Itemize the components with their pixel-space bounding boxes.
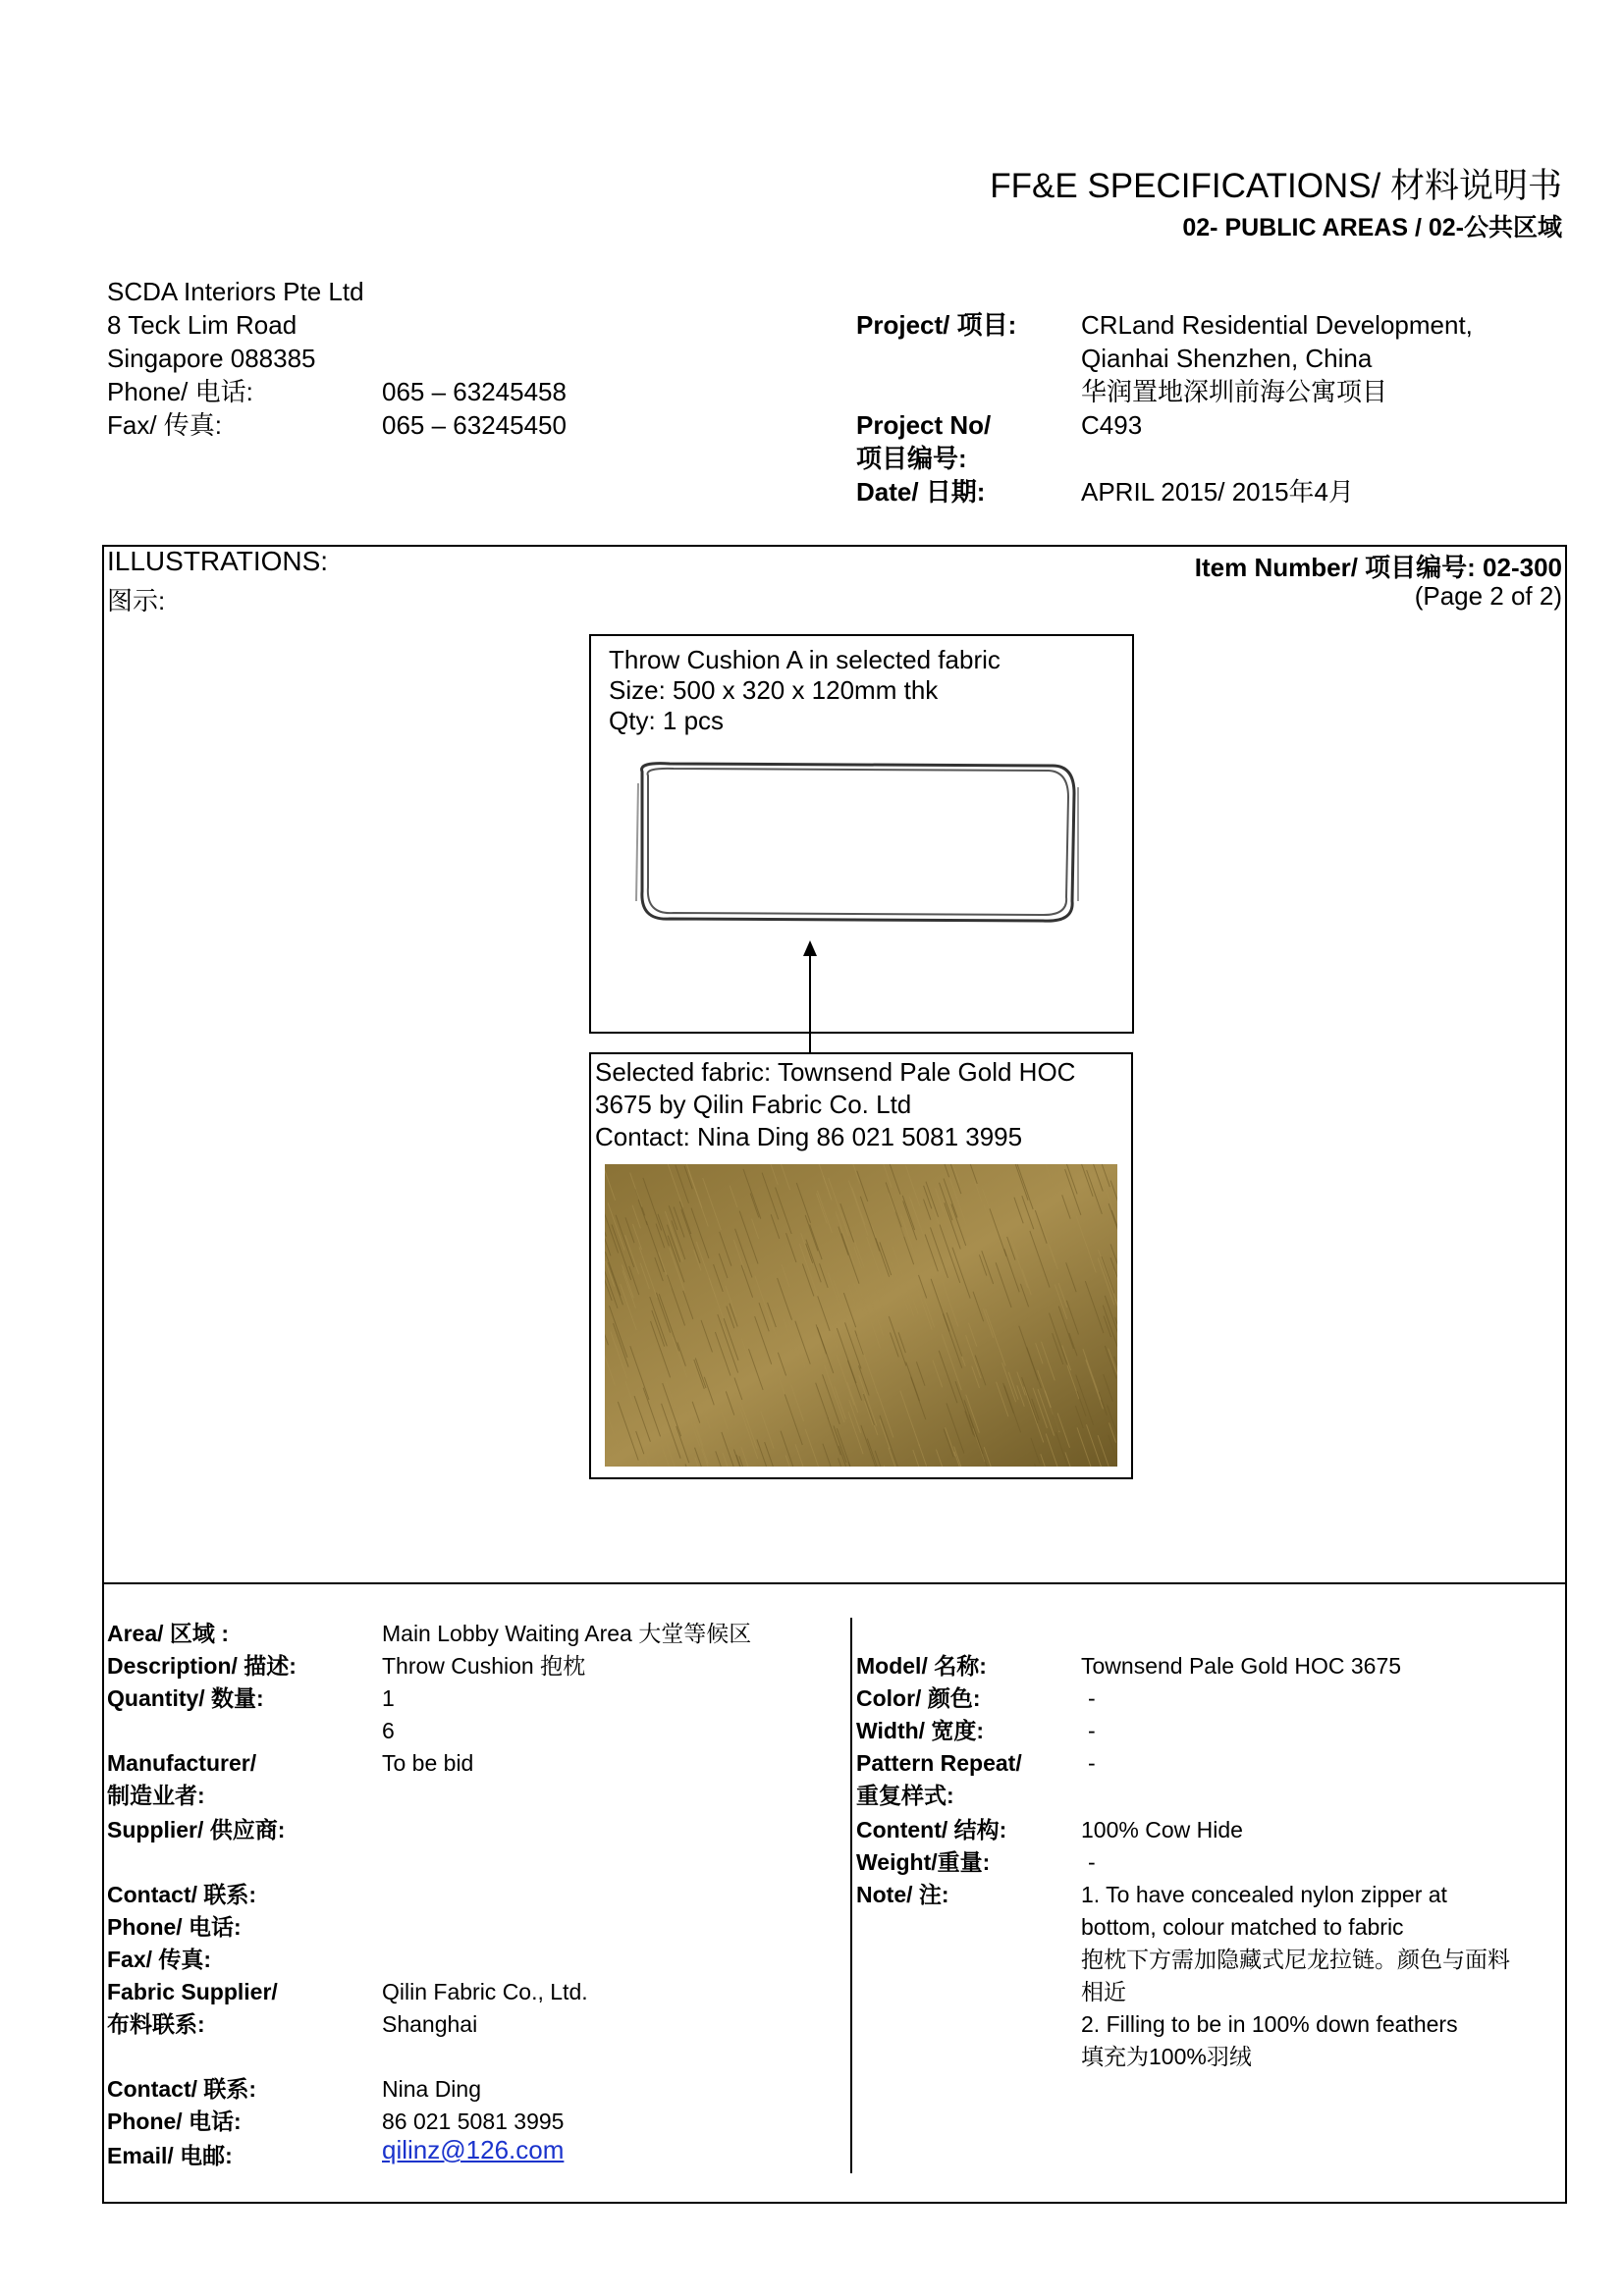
company-address-1: 8 Teck Lim Road xyxy=(107,310,298,340)
model-value: Townsend Pale Gold HOC 3675 xyxy=(1081,1653,1402,1679)
description-value: Throw Cushion 抱枕 xyxy=(382,1653,586,1679)
item-number: Item Number/ 项目编号: 02-300 xyxy=(1194,553,1562,582)
weight-value: - xyxy=(1088,1849,1096,1875)
company-fax-label: Fax/ 传真: xyxy=(107,410,223,440)
quantity-value-1: 1 xyxy=(382,1685,395,1711)
project-line-1: CRLand Residential Development, xyxy=(1081,310,1473,340)
project-number-label-en: Project No/ xyxy=(856,410,992,440)
fabric-caption-2: 3675 by Qilin Fabric Co. Ltd xyxy=(595,1090,912,1119)
color-value: - xyxy=(1088,1685,1096,1711)
cushion-caption-1: Throw Cushion A in selected fabric xyxy=(609,645,1001,674)
note-line-6: 填充为100%羽绒 xyxy=(1081,2044,1252,2069)
project-number-label xyxy=(856,408,991,508)
width-label: Width/ 宽度: xyxy=(856,1718,985,1743)
fabric-supplier-value-1: Qilin Fabric Co., Ltd. xyxy=(382,1979,588,2004)
project-number-label-cn: 项目编号: xyxy=(856,444,967,473)
pointer-arrow xyxy=(795,940,825,1054)
cushion-caption-2: Size: 500 x 320 x 120mm thk xyxy=(609,675,939,705)
fabric-supplier-value-2: Shanghai xyxy=(382,2011,478,2037)
pattern-repeat-label-cn: 重复样式: xyxy=(856,1783,954,1808)
project-date: APRIL 2015/ 2015年4月 xyxy=(1081,477,1354,507)
phone-label: Phone/ 电话: xyxy=(107,1914,242,1940)
company-fax: 065 – 63245450 xyxy=(382,410,567,440)
company-name: SCDA Interiors Pte Ltd xyxy=(107,277,364,306)
cushion-caption-3: Qty: 1 pcs xyxy=(609,706,725,735)
note-label: Note/ 注: xyxy=(856,1882,949,1907)
fabric-swatch-box xyxy=(589,1052,1133,1479)
company-phone: 065 – 63245458 xyxy=(382,377,567,406)
project-date-label: Date/ 日期: xyxy=(856,477,986,507)
content-label: Content/ 结构: xyxy=(856,1817,1007,1842)
email-label: Email/ 电邮: xyxy=(107,2143,233,2168)
illustrations-heading: ILLUSTRATIONS: xyxy=(107,546,329,576)
document-title: FF&E SPECIFICATIONS/ 材料说明书 xyxy=(990,167,1562,205)
section-divider xyxy=(102,1582,1567,1584)
company-numbers xyxy=(382,375,567,442)
width-value: - xyxy=(1088,1718,1096,1743)
quantity-value-2: 6 xyxy=(382,1718,395,1743)
illustrations-heading-cn: 图示: xyxy=(107,586,166,615)
manufacturer-label-en: Manufacturer/ xyxy=(107,1750,257,1776)
quantity-label: Quantity/ 数量: xyxy=(107,1685,264,1711)
model-label: Model/ 名称: xyxy=(856,1653,987,1679)
company-block xyxy=(107,275,364,442)
contact2-value: Nina Ding xyxy=(382,2076,481,2102)
project-line-2: Qianhai Shenzhen, China xyxy=(1081,344,1373,373)
note-line-3: 抱枕下方需加隐藏式尼龙拉链。颜色与面料 xyxy=(1081,1947,1510,1972)
contact2-label: Contact/ 联系: xyxy=(107,2076,257,2102)
project-label: Project/ 项目: xyxy=(856,310,1017,340)
manufacturer-label-cn: 制造业者: xyxy=(107,1783,205,1808)
cushion-sketch xyxy=(630,754,1092,931)
note-line-5: 2. Filling to be in 100% down feathers xyxy=(1081,2011,1458,2037)
phone2-label: Phone/ 电话: xyxy=(107,2109,242,2134)
email-link[interactable]: qilinz@126.com xyxy=(382,2135,565,2164)
column-divider xyxy=(850,1618,852,2173)
pattern-repeat-label-en: Pattern Repeat/ xyxy=(856,1750,1022,1776)
fax-label: Fax/ 传真: xyxy=(107,1947,212,1972)
fabric-supplier-label-en: Fabric Supplier/ xyxy=(107,1979,278,2004)
contact-label: Contact/ 联系: xyxy=(107,1882,257,1907)
project-number: C493 xyxy=(1081,410,1143,440)
fabric-caption-3: Contact: Nina Ding 86 021 5081 3995 xyxy=(595,1122,1023,1151)
area-label: Area/ 区域 : xyxy=(107,1621,229,1646)
note-line-1: 1. To have concealed nylon zipper at xyxy=(1081,1882,1447,1907)
phone2-value: 86 021 5081 3995 xyxy=(382,2109,565,2134)
manufacturer-value: To be bid xyxy=(382,1750,474,1776)
description-label: Description/ 描述: xyxy=(107,1653,297,1679)
project-value xyxy=(1081,308,1473,442)
fabric-supplier-label-cn: 布料联系: xyxy=(107,2011,205,2037)
page-info: (Page 2 of 2) xyxy=(1414,581,1562,611)
supplier-label: Supplier/ 供应商: xyxy=(107,1817,286,1842)
color-label: Color/ 颜色: xyxy=(856,1685,981,1711)
note-line-2: bottom, colour matched to fabric xyxy=(1081,1914,1404,1940)
document-subtitle: 02- PUBLIC AREAS / 02-公共区域 xyxy=(1182,214,1562,241)
pattern-repeat-value: - xyxy=(1088,1750,1096,1776)
note-line-4: 相近 xyxy=(1081,1979,1126,2004)
area-value: Main Lobby Waiting Area 大堂等候区 xyxy=(382,1621,752,1646)
company-address-2: Singapore 088385 xyxy=(107,344,316,373)
fabric-swatch-image xyxy=(605,1164,1117,1467)
content-value: 100% Cow Hide xyxy=(1081,1817,1243,1842)
project-line-3: 华润置地深圳前海公寓项目 xyxy=(1081,377,1388,406)
fabric-caption-1: Selected fabric: Townsend Pale Gold HOC xyxy=(595,1057,1076,1087)
company-phone-label: Phone/ 电话: xyxy=(107,377,253,406)
cushion-illustration-box xyxy=(589,634,1134,1034)
weight-label: Weight/重量: xyxy=(856,1849,991,1875)
